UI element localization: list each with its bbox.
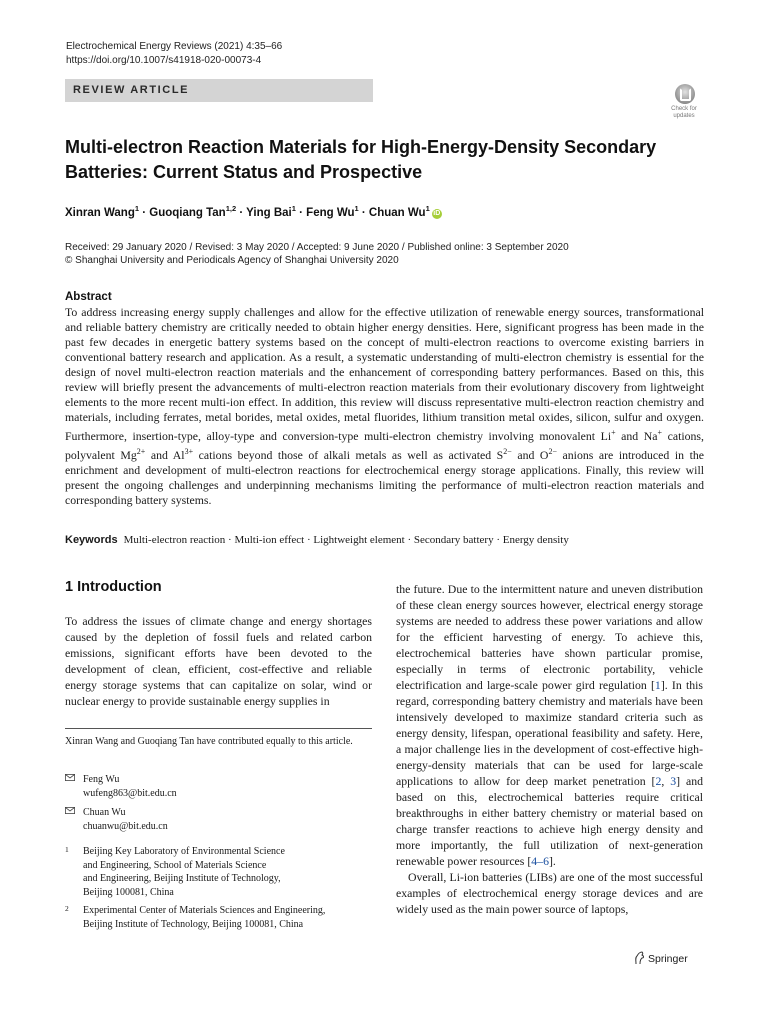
- citation-link[interactable]: 1: [654, 678, 661, 692]
- publisher-logo: [633, 951, 688, 965]
- check-updates-line1: Check for: [671, 106, 697, 112]
- affiliation-line: Beijing 100081, China: [83, 886, 174, 898]
- author-name[interactable]: Feng Wu: [306, 206, 355, 219]
- author-affiliation: 1: [425, 204, 430, 213]
- abstract-text: To address increasing energy supply challenges and allow for the effective utilization of renewable energy sources, transformational and reliable battery chemistry are critically needed to obtain higher energy densities. Here, significant progress has been made in the past few decades in energetic battery systems based on the concept of multi-electron reactions to overcome existing barriers in conventional battery research and application. As a result, a systematic understanding of multi-electron chemistry is essential for the design of novel multi-electron reaction materials and the enhancement of corresponding battery performances. Based on this, this review will briefly present the advancements of multi-electron reaction materials from their evolutionary discovery from lightweight elements to the more recent multi-ion effect. In addition, this review will discuss representative multi-electron reaction chemistry and materials, including ferrates, metal borides, metal oxides, metal fluorides, lithium transition metal oxides, silicon, sulfur and oxygen. Furthermore, insertion-type, alloy-type and conversion-type multi-electron chemistry involving monovalent Li+ and Na+ cations, polyvalent $Mg^{2+}$ and $Al^{3+}$ cations beyond those of alkali metals as well as activated $S^{2-}$ and $O^{2-}$ anions are introduced in the enrichment and development of multi-electron reactions for electrochemical energy storage applications. Finally, this review will present the ongoing challenges and underpinning mechanisms limiting the performance of multi-electron reaction materials and corresponding battery systems.: [65, 305, 705, 507]
- affiliation-line: and Engineering, Beijing Institute of Technology,: [83, 873, 281, 884]
- contact-email[interactable]: wufeng863@bit.edu.cn: [83, 787, 177, 799]
- author-separator: ·: [236, 206, 247, 219]
- affiliation-line: Beijing Institute of Technology, Beijing 100081, China: [83, 918, 304, 930]
- check-for-updates-badge[interactable]: [662, 84, 706, 126]
- contact-name: Feng Wu: [83, 774, 120, 785]
- author-name[interactable]: Xinran Wang: [65, 206, 135, 219]
- envelope-icon: [65, 774, 75, 781]
- author-affiliation: 1: [354, 204, 359, 213]
- affiliation-number: 1: [65, 845, 69, 854]
- section-heading: 1 Introduction: [65, 579, 162, 595]
- orcid-icon[interactable]: iD: [433, 209, 441, 217]
- affiliation-line: and Engineering, School of Materials Science: [83, 859, 267, 871]
- envelope-icon: [65, 807, 75, 814]
- publisher-name: Springer: [648, 953, 688, 965]
- check-for-updates-icon: [675, 84, 695, 104]
- author-affiliation: 1,2: [225, 204, 237, 213]
- copyright-line: © Shanghai University and Periodicals Agency of Shanghai University 2020: [65, 255, 399, 266]
- citation-link[interactable]: 4–6: [531, 854, 549, 868]
- author-name[interactable]: Guoqiang Tan: [149, 206, 226, 219]
- intro-right-column: [396, 581, 703, 917]
- author-name[interactable]: Ying Bai: [246, 206, 292, 219]
- history-dates: Received: 29 January 2020 / Revised: 3 May 2020 / Accepted: 9 June 2020 / Published online: 3 September 2020: [65, 242, 569, 253]
- author-list: [65, 204, 442, 219]
- author-name[interactable]: Chuan Wu: [368, 206, 426, 219]
- intro-left-column: To address the issues of climate change and energy shortages caused by the depletion of fossil fuels and related carbon emissions, significant efforts have been devoted to the development of clean, efficient, cost-effective and reliable energy storage systems that can capitalize on solar, wind or nuclear energy to provide sustainable energy supplies in: [65, 614, 372, 708]
- journal-citation: Electrochemical Energy Reviews (2021) 4:35–66: [66, 41, 283, 52]
- keywords-list: Multi-electron reaction · Multi-ion effect · Lightweight element · Secondary battery · Energy density: [123, 534, 569, 546]
- springer-horse-icon: [633, 951, 645, 965]
- publication-dates: [65, 241, 569, 267]
- author-affiliation: 1: [134, 204, 140, 213]
- check-updates-line2: updates: [673, 113, 695, 119]
- keywords-heading: Keywords: [65, 534, 118, 546]
- author-separator: ·: [295, 206, 307, 219]
- affiliation-number: 2: [65, 904, 69, 913]
- author-separator: ·: [139, 206, 150, 219]
- contact-email[interactable]: chuanwu@bit.edu.cn: [83, 820, 168, 832]
- intro-paragraph: Overall, Li-ion batteries (LIBs) are one of the most successful examples of electrochemical energy storage devices and are widely used as the main power source of laptops,: [396, 870, 703, 916]
- citation-link[interactable]: 3: [670, 774, 677, 788]
- doi-link[interactable]: https://doi.org/10.1007/s41918-020-00073-4: [66, 55, 262, 66]
- intro-paragraph: the future. Due to the intermittent nature and uneven distribution of these clean energy sources however, electrical energy storage systems are needed to address these power variations and allow for the efficient harvesting of energy. To achieve this, electrochemical batteries have shown particular promise, especially in terms of electronic portability, vehicle electrification and large-scale power gird regulation [1]. In this regard, corresponding battery chemistry and materials have been intensively developed to maximize standard criteria such as energy density, lifespan, operational feasibility and safety. Here, a major challenge lies in the development of cost-effective high-energy-density materials that can be used for large-scale applications to allow for deep market penetration [2, 3] and based on this, electrochemical batteries require critical breakthroughs in either battery chemistry or material based on charge transfer reactions to achieve high energy density and more importantly, the full utilization of next-generation renewable power resources [4–6].: [396, 582, 703, 868]
- author-separator: ·: [358, 206, 369, 219]
- author-affiliation: 1: [291, 204, 296, 213]
- keywords: [65, 534, 569, 546]
- abstract-heading: Abstract: [65, 291, 112, 303]
- affiliation-line: Beijing Key Laboratory of Environmental Science: [83, 846, 285, 857]
- paper-title: Multi-electron Reaction Materials for High-Energy-Density Secondary Batteries: Current Status and Prospective: [65, 137, 657, 182]
- contact-name: Chuan Wu: [83, 807, 126, 818]
- equal-contribution-note: Xinran Wang and Guoqiang Tan have contributed equally to this article.: [65, 736, 353, 747]
- article-type-banner: REVIEW ARTICLE: [65, 79, 373, 102]
- citation-link[interactable]: 2: [655, 774, 662, 788]
- affiliation-line: Experimental Center of Materials Sciences and Engineering,: [83, 905, 326, 916]
- footnote-divider: [65, 728, 372, 729]
